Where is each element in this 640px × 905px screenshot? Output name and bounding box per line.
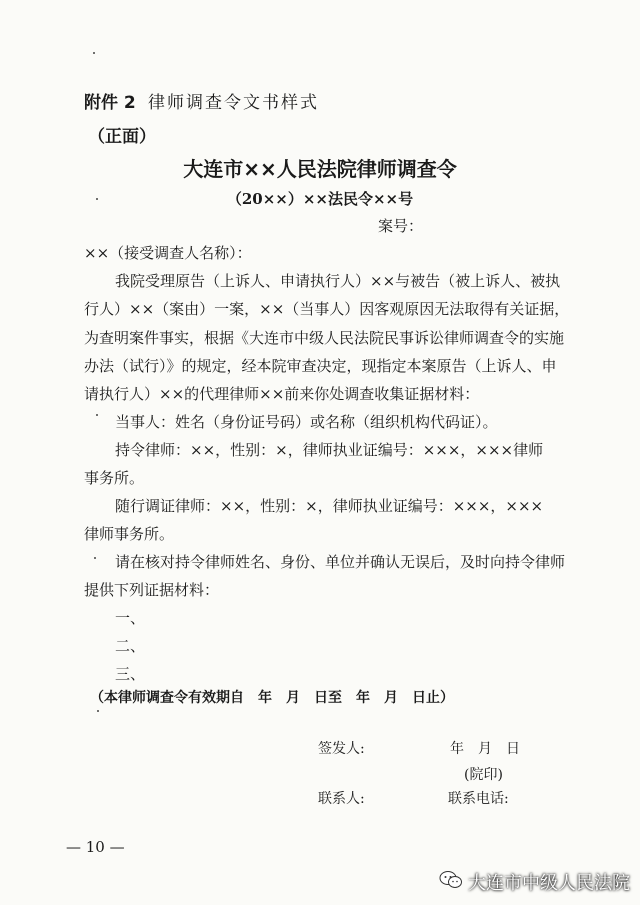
date-label: 年 月 日 <box>450 741 520 757</box>
side-label: （正面） <box>88 127 156 147</box>
body-line: 办法（试行）》的规定，经本院审查决定，现指定本案原告（上诉人、申 <box>84 357 557 375</box>
addressee: ××（接受调查人名称）： <box>84 244 252 262</box>
request-line: 请在核对持令律师姓名、身份、单位并确认无误后，及时向持令律师 <box>115 553 566 571</box>
wechat-icon <box>439 870 463 894</box>
accompany-line: 律师事务所。 <box>84 525 175 543</box>
scan-speck <box>96 414 98 416</box>
party-line: 当事人：姓名（身份证号码）或名称（组织机构代码证）。 <box>115 413 498 431</box>
body-line: 请执行人）××的代理律师××前来你处调查收集证据材料： <box>84 385 480 403</box>
evidence-item: 二、 <box>115 637 146 655</box>
validity-note: （本律师调查令有效期自 年 月 日至 年 月 日止） <box>90 690 454 706</box>
case-number-label: 案号： <box>378 217 424 235</box>
signer-label: 签发人: <box>318 741 365 757</box>
body-line: 我院受理原告（上诉人、申请执行人）××与被告（被上诉人、被执 <box>115 272 561 290</box>
phone-label: 联系电话: <box>448 791 509 807</box>
document-title: 大连市××人民法院律师调查令 <box>183 157 457 181</box>
scan-speck <box>94 557 96 559</box>
body-line: 为查明案件事实，根据《大连市中级人民法院民事诉讼律师调查令的实施 <box>84 329 565 347</box>
evidence-item: 一、 <box>115 609 146 627</box>
seal-label: (院印) <box>464 767 503 783</box>
accompany-line: 随行调证律师：××，性别：×，律师执业证编号：×××，××× <box>115 497 544 515</box>
document-number: （20××）××法民令××号 <box>226 190 414 208</box>
evidence-item: 三、 <box>115 665 146 683</box>
body-line: 行人）××（案由）一案，××（当事人）因客观原因无法取得有关证据， <box>84 300 570 318</box>
watermark-text: 大连市中级人民法院 <box>468 873 630 894</box>
page-number: — 10 — <box>66 838 125 856</box>
request-line: 提供下列证据材料： <box>84 581 220 599</box>
scan-speck <box>97 710 99 712</box>
holder-line: 持令律师：××，性别：×，律师执业证编号：×××，×××律师 <box>115 441 544 459</box>
watermark <box>439 869 630 895</box>
annex-title: 律师调查令文书样式 <box>148 93 319 113</box>
scan-speck <box>93 52 95 54</box>
contact-label: 联系人: <box>318 791 365 807</box>
holder-line: 事务所。 <box>84 469 145 487</box>
annex-label: 附件 2 <box>84 93 136 113</box>
